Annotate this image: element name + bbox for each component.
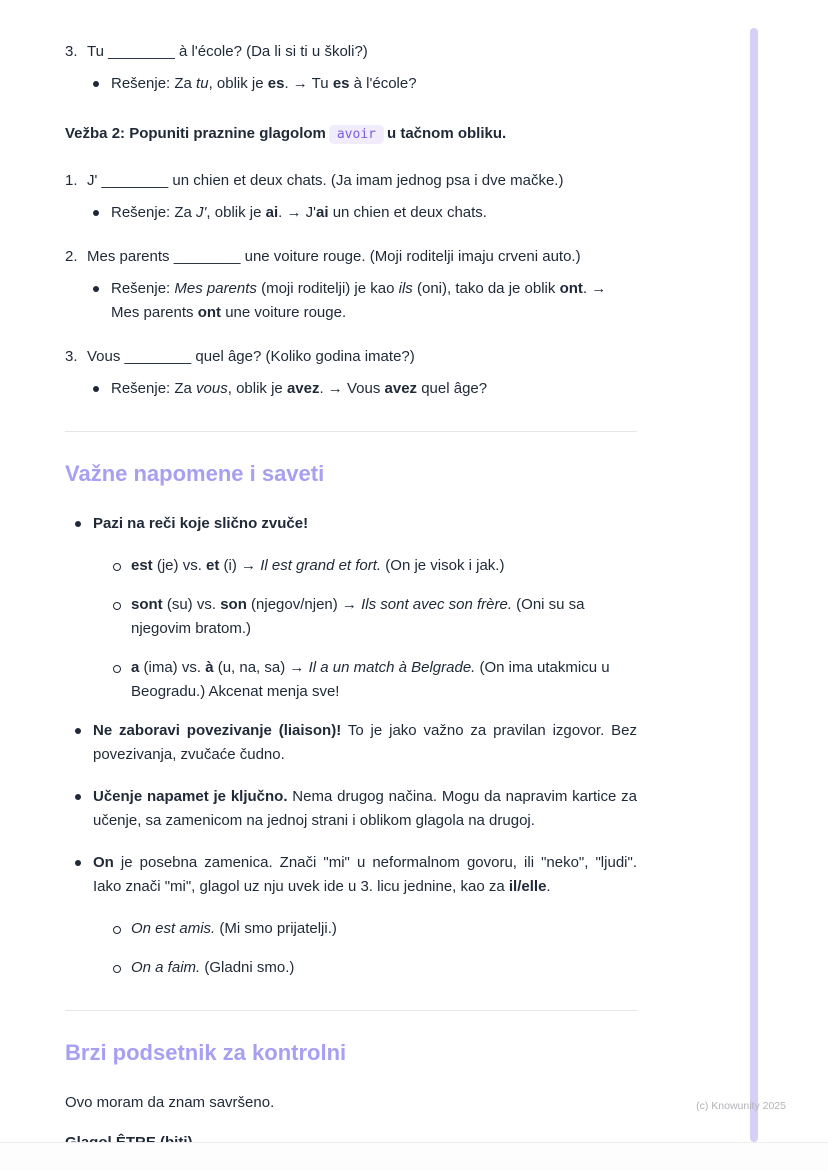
disc-bullet-icon	[91, 72, 111, 96]
text-run: à l'école?	[349, 75, 417, 92]
text-run: Vous ________ quel âge? (Koliko godina imate?)	[87, 348, 415, 365]
text-run: quel âge?	[417, 380, 488, 397]
text-run: . → Vous	[319, 380, 385, 397]
bold-text: avez	[384, 380, 418, 397]
circle-bullet-icon	[111, 593, 131, 617]
list-item	[91, 72, 637, 96]
circle-bullet-icon	[111, 554, 131, 578]
bold-text: est	[131, 557, 153, 574]
text-run: (u, na, sa) →	[213, 659, 309, 676]
list-item	[73, 719, 637, 767]
bold-text: sont	[131, 596, 163, 613]
disc-bullet-icon	[91, 277, 111, 301]
paragraph	[65, 122, 637, 147]
list-item	[65, 345, 637, 369]
disc-bullet-icon	[91, 377, 111, 401]
bold-text: u tačnom obliku.	[387, 125, 507, 142]
text-run: (njegov/njen) →	[246, 596, 362, 613]
text-run: To je jako važno za pravilan izgovor. Bez povezivanja, zvučaće čudno.	[93, 722, 637, 763]
circle-bullet-icon	[111, 956, 131, 980]
list-item-text	[111, 72, 637, 96]
list-item-text	[111, 201, 637, 225]
list-item	[111, 593, 637, 641]
list-item-text	[131, 917, 637, 941]
list-item-text	[131, 956, 637, 980]
section-heading: Važne napomene i saveti	[65, 461, 325, 486]
text-run: J' ________ un chien et deux chats. (Ja imam jednog psa i dve mačke.)	[87, 172, 564, 189]
bold-text: il/elle	[508, 878, 547, 895]
list-item-text	[93, 785, 637, 833]
italic-text: On a faim.	[131, 959, 201, 976]
bold-text: es	[332, 75, 350, 92]
list-item	[73, 512, 637, 536]
list-item-text	[111, 277, 637, 325]
bold-text: Pazi na reči koje slično zvuče!	[93, 515, 309, 532]
inline-code: avoir	[329, 125, 384, 144]
text-run: Rešenje:	[111, 280, 175, 297]
section-divider	[65, 1010, 637, 1011]
text-run: (Oni su sa njegovim bratom.)	[131, 596, 585, 637]
text-run: Rešenje: Za	[111, 380, 197, 397]
text-run: (i) →	[219, 557, 261, 574]
text-run: Ovo moram da znam savršeno.	[65, 1094, 275, 1111]
list-item-text	[87, 345, 637, 369]
bold-text: et	[206, 557, 220, 574]
italic-text: ils	[398, 280, 413, 297]
list-item-text	[131, 656, 637, 704]
text-run: je posebna zamenica. Znači "mi" u neformalnom govoru, ili "neko", "ljudi". Iako znači "mi", glagol uz nju uvek ide u 3. licu jednine, kao za	[93, 854, 637, 895]
text-run: Nema drugog načina. Mogu da napravim kartice za učenje, sa zamenicom na jednoj strani i oblikom glagola na drugoj.	[93, 788, 637, 829]
text-run: , oblik je	[206, 204, 266, 221]
list-item	[91, 377, 637, 401]
text-run: une voiture rouge.	[221, 304, 347, 321]
list-number: 3.	[65, 348, 78, 365]
list-item-text	[93, 512, 637, 536]
list-item-text	[131, 593, 637, 641]
text-run: , oblik je	[208, 75, 268, 92]
text-run: .	[546, 878, 551, 895]
text-run: (On je visok i jak.)	[381, 557, 505, 574]
bold-text: On	[93, 854, 114, 871]
list-item-text	[131, 554, 637, 578]
bold-text: Ne zaboravi povezivanje (liaison)!	[93, 722, 342, 739]
list-item-text	[87, 245, 637, 269]
italic-text: tu	[196, 75, 209, 92]
text-run: Tu ________ à l'école? (Da li si ti u školi?)	[87, 43, 368, 60]
italic-text: On est amis.	[131, 920, 216, 937]
list-item-text	[87, 169, 637, 193]
bold-text: à	[205, 659, 214, 676]
section-divider	[65, 431, 637, 432]
text-run: (oni), tako da je oblik	[412, 280, 560, 297]
scrollbar-thumb[interactable]	[750, 28, 758, 1142]
paragraph	[65, 1091, 637, 1115]
list-item	[73, 785, 637, 833]
disc-bullet-icon	[73, 719, 93, 743]
list-item	[65, 40, 637, 64]
text-run: . → Tu	[284, 75, 333, 92]
list-item-text	[93, 719, 637, 767]
italic-text: Mes parents	[174, 280, 257, 297]
list-item	[65, 169, 637, 193]
list-item	[111, 656, 637, 704]
text-run: (moji roditelji) je kao	[256, 280, 399, 297]
italic-text: J'	[196, 204, 207, 221]
list-item	[111, 554, 637, 578]
bold-text: Vežba 2: Popuniti praznine glagolom	[65, 125, 326, 142]
text-run: (Gladni smo.)	[200, 959, 295, 976]
list-item	[91, 277, 637, 325]
italic-text: vous	[196, 380, 228, 397]
italic-text: Ils sont avec son frère.	[361, 596, 512, 613]
bold-text: a	[131, 659, 140, 676]
circle-bullet-icon	[111, 917, 131, 941]
text-run: Rešenje: Za	[111, 75, 197, 92]
page-bottom-edge	[0, 1142, 828, 1171]
text-run: , oblik je	[227, 380, 287, 397]
italic-text: Il a un match à Belgrade.	[308, 659, 476, 676]
bold-text: avez	[286, 380, 320, 397]
disc-bullet-icon	[91, 201, 111, 225]
text-run: (On ima utakmicu u Beogradu.) Akcenat menja sve!	[131, 659, 610, 700]
list-item	[73, 851, 637, 899]
text-run: (je) vs.	[152, 557, 207, 574]
text-run: Rešenje: Za	[111, 204, 197, 221]
disc-bullet-icon	[73, 851, 93, 875]
disc-bullet-icon	[73, 512, 93, 536]
bold-text: ai	[265, 204, 279, 221]
list-item-text	[87, 40, 637, 64]
list-item	[111, 956, 637, 980]
document-body	[65, 20, 637, 1171]
text-run: . → Mes parents	[111, 280, 607, 321]
text-run: un chien et deux chats.	[328, 204, 487, 221]
bold-text: ont	[559, 280, 583, 297]
text-run: (ima) vs.	[139, 659, 206, 676]
bold-text: ont	[197, 304, 222, 321]
section-heading: Brzi podsetnik za kontrolni	[65, 1040, 347, 1065]
disc-bullet-icon	[73, 785, 93, 809]
list-item	[111, 917, 637, 941]
bold-text: ai	[316, 204, 329, 221]
circle-bullet-icon	[111, 656, 131, 680]
text-run: (Mi smo prijatelji.)	[215, 920, 337, 937]
bold-text: son	[220, 596, 247, 613]
list-number: 1.	[65, 172, 78, 189]
list-number: 2.	[65, 248, 78, 265]
text-run: (su) vs.	[162, 596, 221, 613]
text-run: . → J'	[278, 204, 317, 221]
list-item	[65, 245, 637, 269]
watermark: (c) Knowunity 2025	[696, 1100, 786, 1112]
italic-text: Il est grand et fort.	[260, 557, 382, 574]
bold-text: Učenje napamet je ključno.	[93, 788, 288, 805]
list-item	[91, 201, 637, 225]
text-run: Mes parents ________ une voiture rouge. (Moji roditelji imaju crveni auto.)	[87, 248, 581, 265]
list-number: 3.	[65, 43, 78, 60]
list-item-text	[111, 377, 637, 401]
list-item-text	[93, 851, 637, 899]
bold-text: es	[267, 75, 285, 92]
